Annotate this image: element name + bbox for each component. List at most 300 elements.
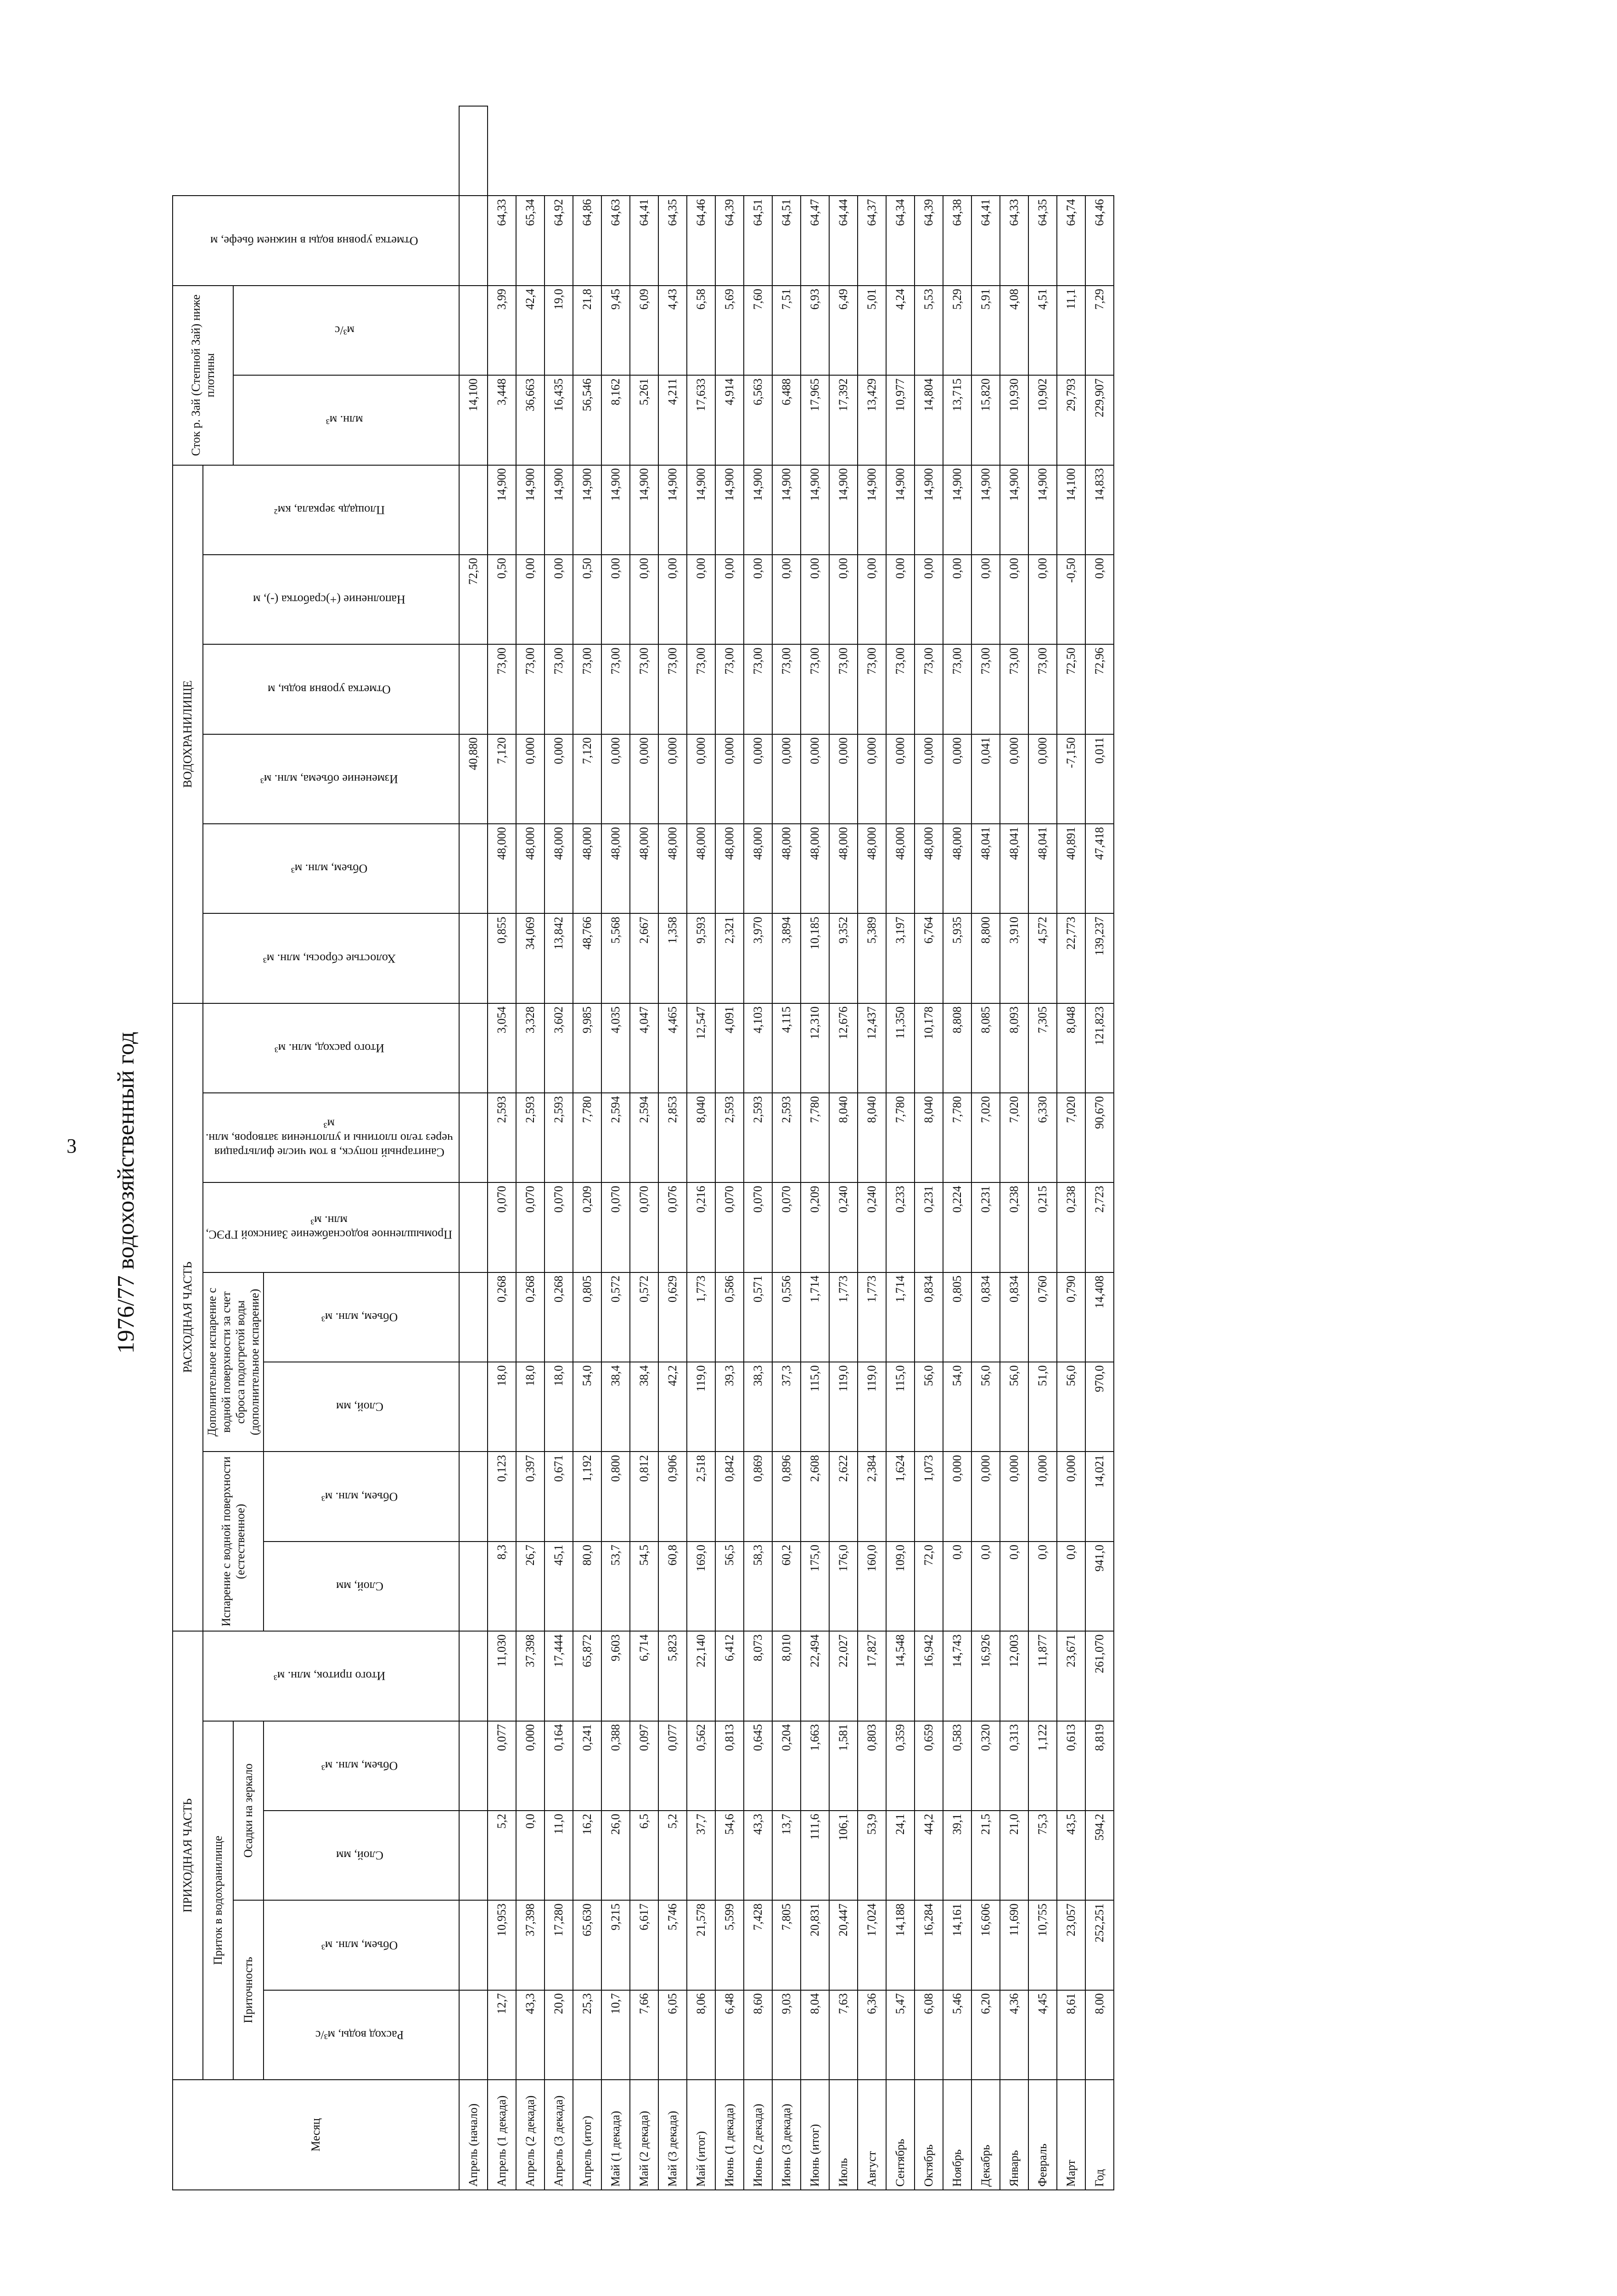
value-cell: 21,5 xyxy=(971,1811,1000,1900)
value-cell: 38,3 xyxy=(744,1362,772,1452)
value-cell: 5,746 xyxy=(658,1900,687,1990)
value-cell: 0,50 xyxy=(488,555,516,644)
value-cell: 14,900 xyxy=(772,465,801,555)
value-cell: 48,000 xyxy=(915,824,943,913)
value-cell: 8,085 xyxy=(971,1003,1000,1093)
value-cell: 21,8 xyxy=(573,286,601,375)
value-cell: 3,910 xyxy=(1000,913,1028,1003)
value-cell: 10,178 xyxy=(915,1003,943,1093)
value-cell: 22,140 xyxy=(687,1631,715,1721)
value-cell: 22,773 xyxy=(1057,913,1085,1003)
value-cell: 0,00 xyxy=(858,555,886,644)
value-cell: 8,800 xyxy=(971,913,1000,1003)
value-cell: 48,000 xyxy=(886,824,915,913)
month-cell: Декабрь xyxy=(971,2080,1000,2190)
value-cell: 48,000 xyxy=(829,824,858,913)
value-cell: 0,233 xyxy=(886,1182,915,1272)
value-cell xyxy=(459,1542,488,1631)
value-cell: 0,00 xyxy=(943,555,971,644)
value-cell: 5,01 xyxy=(858,286,886,375)
value-cell: 0,216 xyxy=(687,1182,715,1272)
value-cell: 0,070 xyxy=(488,1182,516,1272)
value-cell: 4,08 xyxy=(1000,286,1028,375)
value-cell: 73,00 xyxy=(915,644,943,734)
table-row xyxy=(601,106,630,2190)
value-cell: 5,935 xyxy=(943,913,971,1003)
value-cell: 6,09 xyxy=(630,286,658,375)
value-cell: 13,429 xyxy=(858,375,886,465)
value-cell: 14,900 xyxy=(1028,465,1057,555)
value-cell: 12,310 xyxy=(801,1003,829,1093)
value-cell: 0,571 xyxy=(744,1272,772,1362)
value-cell: 941,0 xyxy=(1085,1542,1114,1631)
value-cell: 13,7 xyxy=(772,1811,801,1900)
value-cell: 54,5 xyxy=(630,1542,658,1631)
value-cell: 4,035 xyxy=(601,1003,630,1093)
value-cell: 73,00 xyxy=(516,644,545,734)
table-row xyxy=(630,106,658,2190)
value-cell: 12,003 xyxy=(1000,1631,1028,1721)
value-cell: 0,388 xyxy=(601,1721,630,1811)
value-cell: 43,5 xyxy=(1057,1811,1085,1900)
value-cell: 175,0 xyxy=(801,1542,829,1631)
value-cell: 0,00 xyxy=(687,555,715,644)
value-cell: 2,608 xyxy=(801,1452,829,1541)
value-cell: 48,000 xyxy=(630,824,658,913)
value-cell: 9,215 xyxy=(601,1900,630,1990)
value-cell: 8,61 xyxy=(1057,1990,1085,2080)
value-cell: 0,070 xyxy=(545,1182,573,1272)
value-cell: 14,900 xyxy=(573,465,601,555)
value-cell: 176,0 xyxy=(829,1542,858,1631)
value-cell: 8,04 xyxy=(801,1990,829,2080)
value-cell: 14,900 xyxy=(516,465,545,555)
value-cell: 6,714 xyxy=(630,1631,658,1721)
value-cell: 5,29 xyxy=(943,286,971,375)
value-cell: 0,077 xyxy=(488,1721,516,1811)
table-row xyxy=(459,106,488,2190)
value-cell: 7,120 xyxy=(573,734,601,824)
value-cell: 14,900 xyxy=(801,465,829,555)
value-cell: 8,3 xyxy=(488,1542,516,1631)
value-cell: 0,204 xyxy=(772,1721,801,1811)
value-cell: 13,842 xyxy=(545,913,573,1003)
value-cell: 43,3 xyxy=(744,1811,772,1900)
month-cell: Июнь (3 декада) xyxy=(772,2080,801,2190)
value-cell: 7,120 xyxy=(488,734,516,824)
value-cell: 14,548 xyxy=(886,1631,915,1721)
value-cell: 0,000 xyxy=(516,734,545,824)
extra-evap-volume-header: Объем, млн. м³ xyxy=(264,1272,459,1362)
value-cell: 64,34 xyxy=(886,196,915,285)
value-cell: 3,448 xyxy=(488,375,516,465)
value-cell: 1,073 xyxy=(915,1452,943,1541)
value-cell xyxy=(459,1631,488,1721)
value-cell: 8,00 xyxy=(1085,1990,1114,2080)
value-cell: 2,593 xyxy=(545,1093,573,1182)
value-cell: 7,66 xyxy=(630,1990,658,2080)
value-cell xyxy=(459,106,488,196)
value-cell: 0,268 xyxy=(516,1272,545,1362)
value-cell: 0,097 xyxy=(630,1721,658,1811)
value-cell: 0,215 xyxy=(1028,1182,1057,1272)
value-cell: 64,39 xyxy=(915,196,943,285)
res-volume-header: Объем, млн. м³ xyxy=(203,824,459,913)
value-cell: 4,115 xyxy=(772,1003,801,1093)
value-cell: 2,518 xyxy=(687,1452,715,1541)
value-cell: 5,599 xyxy=(715,1900,744,1990)
value-cell: 17,965 xyxy=(801,375,829,465)
value-cell: 51,0 xyxy=(1028,1362,1057,1452)
value-cell: 0,000 xyxy=(858,734,886,824)
value-cell: 0,805 xyxy=(943,1272,971,1362)
value-cell: 16,942 xyxy=(915,1631,943,1721)
value-cell: 14,900 xyxy=(915,465,943,555)
table-row xyxy=(516,106,545,2190)
value-cell: 14,833 xyxy=(1085,465,1114,555)
value-cell: 0,613 xyxy=(1057,1721,1085,1811)
value-cell: 10,902 xyxy=(1028,375,1057,465)
value-cell: 5,46 xyxy=(943,1990,971,2080)
value-cell: 6,330 xyxy=(1028,1093,1057,1182)
value-cell: 0,070 xyxy=(516,1182,545,1272)
value-cell: 2,321 xyxy=(715,913,744,1003)
value-cell: 970,0 xyxy=(1085,1362,1114,1452)
value-cell: 139,237 xyxy=(1085,913,1114,1003)
value-cell: 0,041 xyxy=(971,734,1000,824)
value-cell: 64,35 xyxy=(1028,196,1057,285)
value-cell: 14,100 xyxy=(459,375,488,465)
value-cell: 7,51 xyxy=(772,286,801,375)
value-cell: 26,0 xyxy=(601,1811,630,1900)
precip-volume-header: Объем, млн. м³ xyxy=(264,1721,459,1811)
value-cell: 2,594 xyxy=(601,1093,630,1182)
value-cell: 6,764 xyxy=(915,913,943,1003)
value-cell: 0,800 xyxy=(601,1452,630,1541)
value-cell: 0,000 xyxy=(516,1721,545,1811)
value-cell xyxy=(459,1362,488,1452)
value-cell: 0,556 xyxy=(772,1272,801,1362)
value-cell xyxy=(459,196,488,285)
sanitary-release-header: Санитарный попуск, в том числе фильтрация через тело плотины и уплотнения затворов, млн. м³ xyxy=(203,1093,459,1182)
value-cell: 0,268 xyxy=(545,1272,573,1362)
value-cell: 9,352 xyxy=(829,913,858,1003)
value-cell: 0,000 xyxy=(1000,734,1028,824)
value-cell: 14,900 xyxy=(858,465,886,555)
value-cell: 0,070 xyxy=(715,1182,744,1272)
value-cell: 14,900 xyxy=(687,465,715,555)
precipitation-header: Осадки на зеркало xyxy=(233,1721,264,1901)
value-cell: 229,907 xyxy=(1085,375,1114,465)
page-number: 3 xyxy=(67,1135,77,1157)
value-cell: 17,444 xyxy=(545,1631,573,1721)
value-cell: 56,546 xyxy=(573,375,601,465)
value-cell: 5,2 xyxy=(488,1811,516,1900)
value-cell: 14,900 xyxy=(829,465,858,555)
value-cell: 0,000 xyxy=(630,734,658,824)
value-cell: 0,238 xyxy=(1000,1182,1028,1272)
value-cell: 48,766 xyxy=(573,913,601,1003)
value-cell: 0,0 xyxy=(1028,1542,1057,1631)
value-cell: 3,894 xyxy=(772,913,801,1003)
month-cell: Апрель (2 декада) xyxy=(516,2080,545,2190)
table-row xyxy=(658,106,687,2190)
value-cell: 36,663 xyxy=(516,375,545,465)
value-cell: 0,906 xyxy=(658,1452,687,1541)
value-cell: 0,000 xyxy=(1028,1452,1057,1541)
value-cell: 56,0 xyxy=(1057,1362,1085,1452)
value-cell: 0,00 xyxy=(516,555,545,644)
evaporation-header: Испарение с водной поверхности (естественное) xyxy=(203,1452,264,1631)
value-cell: 0,855 xyxy=(488,913,516,1003)
value-cell: 0,000 xyxy=(1028,734,1057,824)
value-cell: 0,240 xyxy=(829,1182,858,1272)
value-cell: 56,0 xyxy=(971,1362,1000,1452)
value-cell: 23,057 xyxy=(1057,1900,1085,1990)
value-cell: 0,834 xyxy=(971,1272,1000,1362)
value-cell: 48,000 xyxy=(687,824,715,913)
downstream-mln-header: млн. м³ xyxy=(233,375,459,465)
value-cell: 0,00 xyxy=(715,555,744,644)
industrial-supply-header: Промышленное водоснабжение Заинской ГРЭС, млн. м³ xyxy=(203,1182,459,1272)
precip-layer-header: Слой, мм xyxy=(264,1811,459,1900)
value-cell: 252,251 xyxy=(1085,1900,1114,1990)
value-cell: 60,2 xyxy=(772,1542,801,1631)
value-cell: 8,819 xyxy=(1085,1721,1114,1811)
value-cell: 1,624 xyxy=(886,1452,915,1541)
value-cell: 20,831 xyxy=(801,1900,829,1990)
value-cell: 64,33 xyxy=(488,196,516,285)
value-cell: 0,834 xyxy=(1000,1272,1028,1362)
value-cell: 0,164 xyxy=(545,1721,573,1811)
tailwater-level-header: Отметка уровня воды в нижнем бьефе, м xyxy=(173,196,459,285)
month-cell: Июль xyxy=(829,2080,858,2190)
value-cell: 0,813 xyxy=(715,1721,744,1811)
value-cell: 0,000 xyxy=(744,734,772,824)
value-cell: 18,0 xyxy=(488,1362,516,1452)
value-cell: 7,428 xyxy=(744,1900,772,1990)
value-cell: 73,00 xyxy=(943,644,971,734)
value-cell: 0,572 xyxy=(601,1272,630,1362)
value-cell: 14,900 xyxy=(886,465,915,555)
value-cell: 6,563 xyxy=(744,375,772,465)
value-cell: 38,4 xyxy=(601,1362,630,1452)
value-cell: 0,00 xyxy=(1085,555,1114,644)
value-cell: 0,011 xyxy=(1085,734,1114,824)
value-cell: 0,00 xyxy=(886,555,915,644)
value-cell: 54,0 xyxy=(573,1362,601,1452)
value-cell: 0,00 xyxy=(772,555,801,644)
value-cell: 23,671 xyxy=(1057,1631,1085,1721)
value-cell: 5,261 xyxy=(630,375,658,465)
value-cell: 1,122 xyxy=(1028,1721,1057,1811)
value-cell: 0,00 xyxy=(801,555,829,644)
value-cell: 15,820 xyxy=(971,375,1000,465)
value-cell: 0,562 xyxy=(687,1721,715,1811)
value-cell: 21,0 xyxy=(1000,1811,1028,1900)
value-cell: 0,000 xyxy=(886,734,915,824)
value-cell: 121,823 xyxy=(1085,1003,1114,1093)
value-cell: 7,29 xyxy=(1085,286,1114,375)
month-cell: Январь xyxy=(1000,2080,1028,2190)
value-cell: 21,578 xyxy=(687,1900,715,1990)
value-cell: 0,0 xyxy=(943,1542,971,1631)
value-cell: 6,5 xyxy=(630,1811,658,1900)
value-cell: 0,123 xyxy=(488,1452,516,1541)
value-cell xyxy=(459,1452,488,1541)
value-cell: 0,070 xyxy=(601,1182,630,1272)
value-cell: 5,53 xyxy=(915,286,943,375)
evap-layer-header: Слой, мм xyxy=(264,1542,459,1631)
value-cell: 0,070 xyxy=(744,1182,772,1272)
value-cell: 0,000 xyxy=(715,734,744,824)
value-cell: 17,633 xyxy=(687,375,715,465)
value-cell: 0,671 xyxy=(545,1452,573,1541)
value-cell: 9,03 xyxy=(772,1990,801,2080)
value-cell: 0,397 xyxy=(516,1452,545,1541)
extra-evaporation-header: Дополнительное испарение с водной поверхности за счет сброса подогретой воды (дополнительное испарение) xyxy=(203,1272,264,1452)
value-cell: 5,47 xyxy=(886,1990,915,2080)
table-row xyxy=(1000,106,1028,2190)
value-cell: 2,622 xyxy=(829,1452,858,1541)
table-row xyxy=(573,106,601,2190)
value-cell: 73,00 xyxy=(886,644,915,734)
value-cell: 73,00 xyxy=(545,644,573,734)
value-cell: 73,00 xyxy=(1000,644,1028,734)
value-cell: 14,900 xyxy=(601,465,630,555)
month-cell: Май (1 декада) xyxy=(601,2080,630,2190)
month-cell: Апрель (начало) xyxy=(459,2080,488,2190)
value-cell: 2,723 xyxy=(1085,1182,1114,1272)
value-cell: 40,880 xyxy=(459,734,488,824)
value-cell: 26,7 xyxy=(516,1542,545,1631)
value-cell: 40,891 xyxy=(1057,824,1085,913)
value-cell: 4,091 xyxy=(715,1003,744,1093)
value-cell: 0,00 xyxy=(630,555,658,644)
value-cell: 73,00 xyxy=(715,644,744,734)
table-row xyxy=(829,106,858,2190)
value-cell: 37,7 xyxy=(687,1811,715,1900)
month-cell: Сентябрь xyxy=(886,2080,915,2190)
reservoir-header: ВОДОХРАНИЛИЩЕ xyxy=(173,465,203,1003)
table-row xyxy=(886,106,915,2190)
month-cell: Год xyxy=(1085,2080,1114,2190)
value-cell: 0,572 xyxy=(630,1272,658,1362)
value-cell xyxy=(459,1721,488,1811)
month-cell: Июнь (2 декада) xyxy=(744,2080,772,2190)
value-cell: 0,000 xyxy=(829,734,858,824)
value-cell: 7,780 xyxy=(943,1093,971,1182)
value-cell: 58,3 xyxy=(744,1542,772,1631)
month-cell: Октябрь xyxy=(915,2080,943,2190)
value-cell: 0,586 xyxy=(715,1272,744,1362)
value-cell: 6,49 xyxy=(829,286,858,375)
table-row xyxy=(971,106,1000,2190)
table-row xyxy=(943,106,971,2190)
value-cell: 0,000 xyxy=(971,1452,1000,1541)
value-cell: 14,188 xyxy=(886,1900,915,1990)
value-cell: 0,659 xyxy=(915,1721,943,1811)
value-cell: 0,0 xyxy=(971,1542,1000,1631)
value-cell: 9,45 xyxy=(601,286,630,375)
value-cell: 169,0 xyxy=(687,1542,715,1631)
table-row xyxy=(915,106,943,2190)
value-cell: 7,305 xyxy=(1028,1003,1057,1093)
value-cell: 7,780 xyxy=(573,1093,601,1182)
value-cell: 42,2 xyxy=(658,1362,687,1452)
value-cell: 2,384 xyxy=(858,1452,886,1541)
value-cell: 73,00 xyxy=(858,644,886,734)
value-cell: 18,0 xyxy=(545,1362,573,1452)
value-cell: 0,320 xyxy=(971,1721,1000,1811)
value-cell: 109,0 xyxy=(886,1542,915,1631)
value-cell: 0,000 xyxy=(545,734,573,824)
value-cell: 0,000 xyxy=(943,734,971,824)
value-cell: 10,185 xyxy=(801,913,829,1003)
month-cell: Март xyxy=(1057,2080,1085,2190)
value-cell: 0,000 xyxy=(943,1452,971,1541)
value-cell: 8,010 xyxy=(772,1631,801,1721)
value-cell: 29,793 xyxy=(1057,375,1085,465)
value-cell: 16,435 xyxy=(545,375,573,465)
value-cell: 0,760 xyxy=(1028,1272,1057,1362)
value-cell: 2,593 xyxy=(744,1093,772,1182)
value-cell: 115,0 xyxy=(801,1362,829,1452)
table-container xyxy=(172,106,1265,2190)
value-cell: 19,0 xyxy=(545,286,573,375)
evap-volume-header: Объем, млн. м³ xyxy=(264,1452,459,1541)
fill-draw-header: Наполнение (+)сработка (-), м xyxy=(203,555,459,644)
idle-discharge-header: Холостые сбросы, млн. м³ xyxy=(203,913,459,1003)
value-cell: 14,900 xyxy=(715,465,744,555)
value-cell: 72,50 xyxy=(459,555,488,644)
value-cell: 12,547 xyxy=(687,1003,715,1093)
value-cell: 48,000 xyxy=(715,824,744,913)
value-cell: 2,594 xyxy=(630,1093,658,1182)
value-cell: 48,000 xyxy=(658,824,687,913)
water-balance-table xyxy=(172,106,1114,2190)
value-cell: 17,827 xyxy=(858,1631,886,1721)
value-cell: 37,398 xyxy=(516,1900,545,1990)
value-cell: 2,593 xyxy=(488,1093,516,1182)
total-inflow-header: Итого приток, млн. м³ xyxy=(203,1631,459,1721)
month-cell: Апрель (3 декада) xyxy=(545,2080,573,2190)
value-cell: 6,08 xyxy=(915,1990,943,2080)
value-cell: 0,224 xyxy=(943,1182,971,1272)
value-cell: 6,412 xyxy=(715,1631,744,1721)
value-cell: 0,070 xyxy=(772,1182,801,1272)
value-cell: 54,6 xyxy=(715,1811,744,1900)
value-cell: 7,020 xyxy=(1000,1093,1028,1182)
value-cell: 16,926 xyxy=(971,1631,1000,1721)
value-cell: 0,00 xyxy=(601,555,630,644)
table-row xyxy=(744,106,772,2190)
value-cell: 0,00 xyxy=(1028,555,1057,644)
value-cell: 0,000 xyxy=(687,734,715,824)
value-cell: 48,041 xyxy=(1028,824,1057,913)
month-cell: Июнь (1 декада) xyxy=(715,2080,744,2190)
value-cell: 0,231 xyxy=(971,1182,1000,1272)
month-cell: Май (3 декада) xyxy=(658,2080,687,2190)
value-cell: 8,06 xyxy=(687,1990,715,2080)
value-cell: 0,00 xyxy=(658,555,687,644)
value-cell: 64,46 xyxy=(1085,196,1114,285)
value-cell: 14,021 xyxy=(1085,1452,1114,1541)
value-cell: 106,1 xyxy=(829,1811,858,1900)
value-cell: 1,192 xyxy=(573,1452,601,1541)
discharge-header: Расход воды, м³/с xyxy=(264,1990,459,2080)
value-cell: 5,2 xyxy=(658,1811,687,1900)
